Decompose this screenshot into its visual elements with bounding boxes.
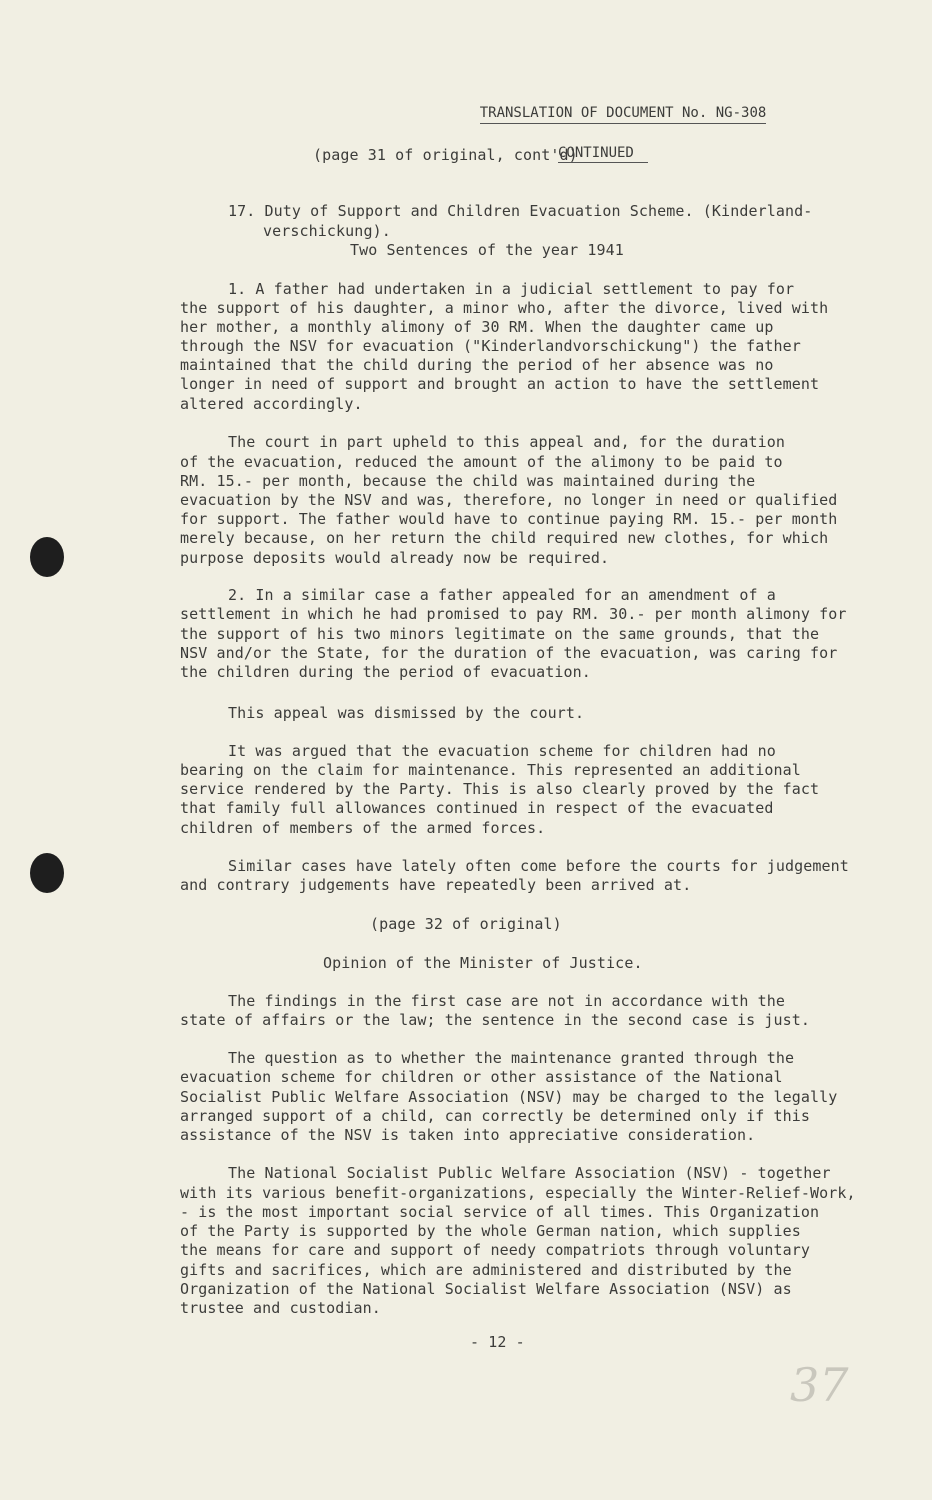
text-line: The question as to whether the maintenance granted through the [228,1049,795,1067]
text-line: purpose deposits would already now be required. [180,549,610,567]
document-header [446,86,766,199]
text-line: NSV and/or the State, for the duration of the evacuation, was caring for [180,644,838,662]
text-line: the support of his daughter, a minor who, after the divorce, lived with [180,299,829,317]
text-line: The findings in the first case are not in accordance with the [228,992,785,1010]
translation-title: TRANSLATION OF DOCUMENT No. NG-308 [480,104,767,124]
text-line: The court in part upheld to this appeal and, for the duration [228,433,785,451]
text-line: RM. 15.- per month, because the child was maintained during the [180,472,756,490]
text-line: service rendered by the Party. This is also clearly proved by the fact [180,780,820,798]
page-number: - 12 - [470,1333,525,1351]
section-heading-line2: verschickung). [263,222,391,240]
text-line: - is the most important social service of all times. This Organization [180,1203,820,1221]
text-line: the children during the period of evacuation. [180,663,591,681]
text-line: state of affairs or the law; the sentence in the second case is just. [180,1011,811,1029]
text-line: children of members of the armed forces. [180,819,546,837]
text-line: and contrary judgements have repeatedly been arrived at. [180,876,692,894]
text-line: Similar cases have lately often come before the courts for judgement [228,857,849,875]
text-line: It was argued that the evacuation scheme for children had no [228,742,776,760]
page-reference-32: (page 32 of original) [370,915,562,933]
text-line: evacuation scheme for children or other assistance of the National [180,1068,783,1086]
text-line: for support. The father would have to continue paying RM. 15.- per month [180,510,838,528]
text-line: through the NSV for evacuation ("Kinderlandvorschickung") the father [180,337,801,355]
text-line: longer in need of support and brought an action to have the settlement [180,375,820,393]
punch-hole [30,537,64,577]
archive-stamp-number: 37 [790,1358,849,1412]
punch-hole [30,853,64,893]
text-line: of the Party is supported by the whole German nation, which supplies [180,1222,801,1240]
text-line: Socialist Public Welfare Association (NSV) may be charged to the legally [180,1088,838,1106]
text-line: the support of his two minors legitimate on the same grounds, that the [180,625,820,643]
text-line: the means for care and support of needy compatriots through voluntary [180,1241,811,1259]
text-line: 2. In a similar case a father appealed for an amendment of a [228,586,776,604]
text-line: This appeal was dismissed by the court. [228,704,585,722]
text-line: of the evacuation, reduced the amount of the alimony to be paid to [180,453,783,471]
text-line: her mother, a monthly alimony of 30 RM. When the daughter came up [180,318,774,336]
opinion-title: Opinion of the Minister of Justice. [323,954,643,972]
section-subheading: Two Sentences of the year 1941 [350,241,624,259]
text-line: altered accordingly. [180,395,363,413]
text-line: settlement in which he had promised to pay RM. 30.- per month alimony for [180,605,847,623]
text-line: bearing on the claim for maintenance. This represented an additional [180,761,801,779]
text-line: with its various benefit-organizations, especially the Winter-Relief-Work, [180,1184,856,1202]
continued-label: CONTINUED [558,144,648,163]
text-line: 1. A father had undertaken in a judicial settlement to pay for [228,280,795,298]
text-line: that family full allowances continued in respect of the evacuated [180,799,774,817]
text-line: Organization of the National Socialist Welfare Association (NSV) as [180,1280,792,1298]
section-heading-line1: 17. Duty of Support and Children Evacuation Scheme. (Kinderland- [228,202,813,220]
text-line: gifts and sacrifices, which are administered and distributed by the [180,1261,792,1279]
text-line: evacuation by the NSV and was, therefore, no longer in need or qualified [180,491,838,509]
text-line: trustee and custodian. [180,1299,381,1317]
text-line: The National Socialist Public Welfare Association (NSV) - together [228,1164,831,1182]
text-line: assistance of the NSV is taken into appreciative consideration. [180,1126,756,1144]
page-reference-31: (page 31 of original, cont'd) [313,146,578,164]
text-line: merely because, on her return the child required new clothes, for which [180,529,829,547]
text-line: arranged support of a child, can correctly be determined only if this [180,1107,811,1125]
text-line: maintained that the child during the period of her absence was no [180,356,774,374]
